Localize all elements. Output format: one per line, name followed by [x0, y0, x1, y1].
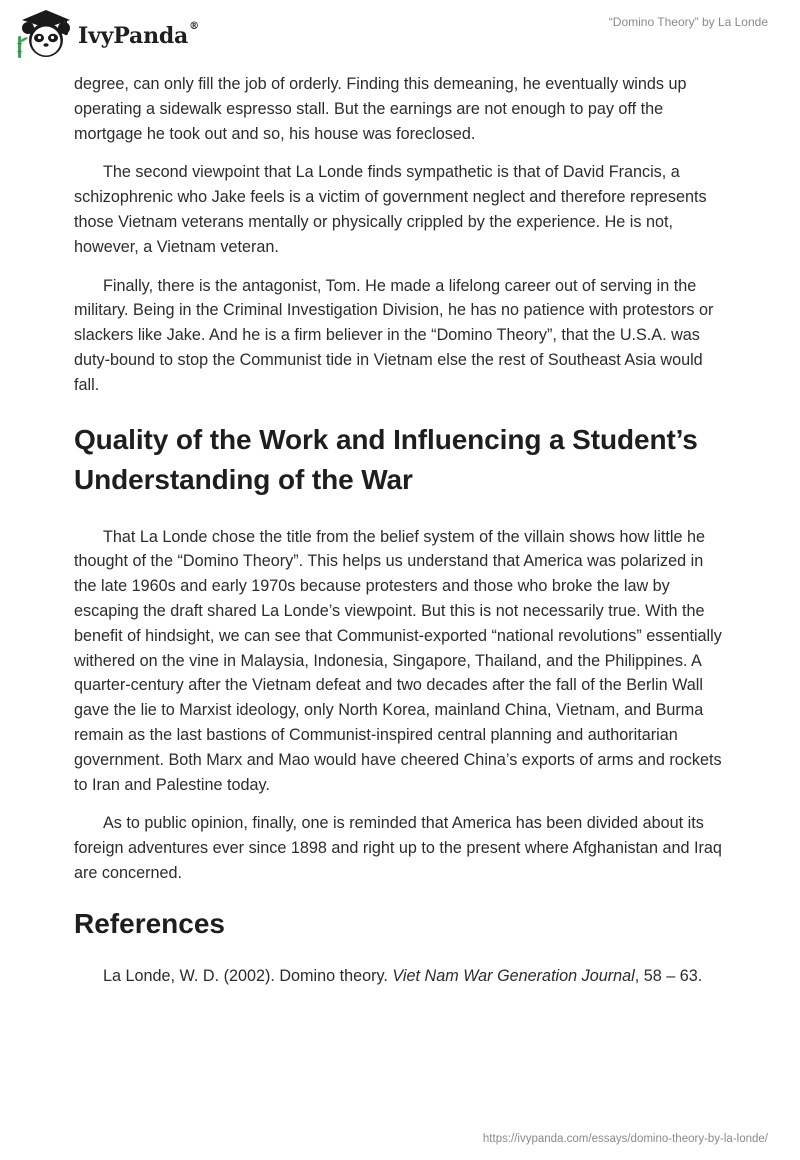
reference-journal: Viet Nam War Generation Journal — [392, 966, 635, 985]
paragraph-david-francis: The second viewpoint that La Londe finds sympathetic is that of David Francis, a schizophrenic who Jake feels is a victim of government neglect and therefore represents those Vietnam veterans mentally or physically crippled by the experience. He is not, however, a Vietnam veteran. — [74, 163, 707, 256]
panda-graduate-icon — [14, 6, 74, 60]
brand-name — [78, 23, 199, 49]
reference-authors: La Londe, W. D. (2002). Domino theory. — [103, 966, 393, 985]
source-url-link[interactable]: https://ivypanda.com/essays/domino-theory-by-la-londe/ — [482, 1133, 768, 1145]
paragraph-domino-theory-title: That La Londe chose the title from the belief system of the villain shows how little he thought of the “Domino Theory”. This helps us understand that America was polarized in the late 1960s and early 1970s because protesters and those who broke the law by escaping the draft shared La Londe’s viewpoint. But this is not necessarily true. With the benefit of hindsight, we can see that Communist-exported “national revolutions” essentially withered on the vine in Malaysia, Indonesia, Singapore, Thailand, and the Philippines. A quarter-century after the Vietnam defeat and two decades after the fall of the Berlin Wall gave the lie to Marxist ideology, only North Korea, mainland China, Vietnam, and Burma remain as the last bastions of Communist-inspired central planning and authoritarian government. Both Marx and Mao would have cheered China’s exports of arms and rockets to Iran and Palestine today. — [74, 527, 722, 794]
page-header — [0, 0, 800, 66]
brand-name-text: IvyPanda — [78, 23, 189, 49]
reference-entry — [74, 964, 728, 989]
section-heading-quality: Quality of the Work and Influencing a Student’s Understanding of the War — [74, 423, 698, 495]
reference-pages: , 58 – 63. — [634, 966, 703, 985]
references-heading: References — [74, 907, 225, 939]
paragraph-antagonist-tom: Finally, there is the antagonist, Tom. He made a lifelong career out of serving in the military. Being in the Criminal Investigation Division, he has no patience with protestors or slackers like Jake. And he is a firm believer in the “Domino Theory”, that the U.S.A. was duty-bound to stop the Communist tide in Vietnam else the rest of Southeast Asia would fall. — [74, 276, 714, 394]
brand-logo[interactable] — [14, 6, 199, 60]
paragraph-continuation: degree, can only fill the job of orderly. Finding this demeaning, he eventually winds up operating a sidewalk espresso stall. But the earnings are not enough to pay off the mortgage he took out and so, his house was foreclosed. — [74, 75, 687, 143]
paragraph-public-opinion: As to public opinion, finally, one is reminded that America has been divided about its foreign adventures ever since 1898 and right up to the present where Afghanistan and Iraq are concerned. — [74, 814, 722, 882]
running-title: “Domino Theory” by La Londe — [608, 15, 768, 29]
registered-mark: ® — [189, 21, 199, 32]
essay-content — [74, 72, 728, 989]
